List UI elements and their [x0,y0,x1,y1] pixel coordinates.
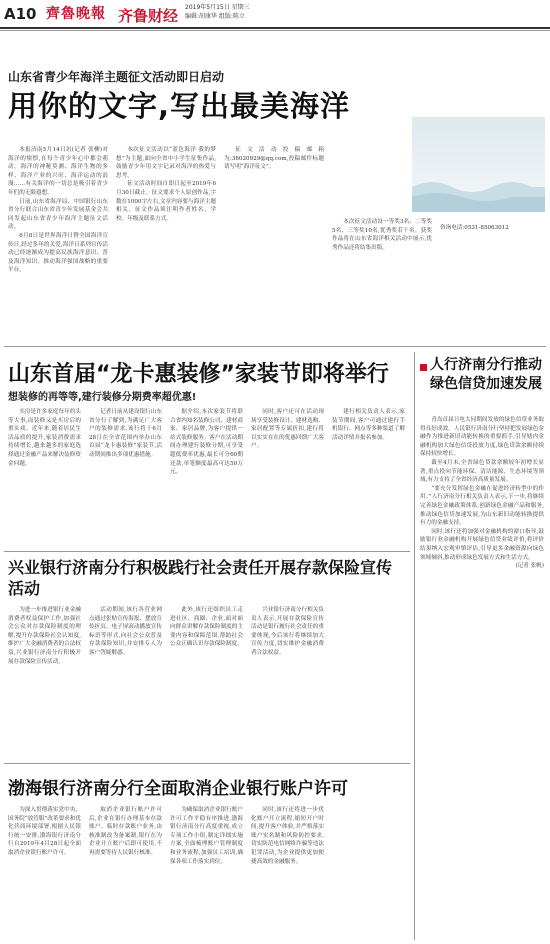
story2-col1 [8,408,81,546]
story5-col4 [251,806,324,940]
newspaper-logo: 齊魯晚報 [46,6,106,22]
story1-para: 本次征文活动以“蓝色海洋 我的梦想”为主题,面向全省中小学生征集作品,鼓励青少年用文字记录对海洋的热爱与思考。 [116,147,216,179]
story2-col4 [251,408,324,546]
story1-kicker: 山东省青少年海洋主题征文活动即日启动 [8,70,225,84]
story2-col2 [89,408,162,546]
divider [4,551,410,552]
story2-col5 [332,408,405,546]
section-title: 齐鲁财经 [118,7,179,25]
divider [4,346,546,347]
story4-col2 [89,606,162,758]
story3-marker [420,364,427,371]
story4-para: 兴业银行济南分行相关负责人表示,开展存款保险宣传活动是银行履行社会责任的重要体现,今后该行将继续加大宣传力度,切实维护金融消费者合法权益。 [251,607,324,656]
story5-col1 [8,806,81,940]
story1-para: 日前,山东省海洋局、中国银行山东省分行联合山东省青少年发展基金会共同发起山东省青少年海洋主题征文活动。 [8,198,108,231]
story1-col4 [332,218,432,342]
story5-col2 [89,806,162,940]
story2-subtitle: 想装修的再等等,建行装修分期费率超优惠! [8,392,197,403]
story1-para: 本次征文活动设一等奖3名、二等奖5名、三等奖10名,优秀奖若干名。获奖作品将在山东省海洋相关活动中展示,优秀作品还将结集出版。 [332,219,432,251]
story1-para: 6月8日是世界海洋日暨全国海洋宣传日,经过多年的关爱,海洋日系列宣传活动已经逐渐成为提高民族海洋意识、普及海洋知识、推动海洋强国战略的重要平台。 [8,232,108,274]
story1-contact: 咨询电话:0531-85063012 [440,224,509,231]
story2-para: 记者日前从建设银行山东省分行了解到,为满足广大客户的装修需求,该行将于6月28日在全省范围内举办山东首届“龙卡惠装修”家装节,活动期间推出多项优惠措施。 [89,409,162,458]
story5-headline: 渤海银行济南分行全面取消企业银行账户许可 [8,779,348,799]
story3-col [420,416,544,936]
story2-para: 据介绍,本次家装节将联合省内知名装修公司、建材商家、家居品牌,为客户提供一站式装修服务。客户在活动期间办理建行装修分期,可享受超低费率优惠,最长可分60期还款,单笔额度最高可达50万元。 [170,409,243,476]
story1-para: 征文活动时间自即日起至2019年6月30日截止。征文要求个人原创作品,字数在1000字左右,文章内容要与海洋主题相关。征文作品须注明作者姓名、学校、年级及联系方式。 [116,181,216,222]
story2-para: 同时,客户还可在活动现场享受装修设计、建材选购、家居配置等专属折扣,建行将以实实在在的优惠回馈广大客户。 [251,409,324,450]
issue-editor: 编辑:胡康华 组版:陈立 [185,13,245,20]
ocean-illustration [412,117,545,212]
story1-col1 [8,146,108,342]
story4-para: 此外,该行还组织员工走进社区、商圈、企业,面对面向群众讲解存款保险制度的主要内容和保障范围,帮助社会公众正确认识存款保险制度。 [170,607,243,648]
story4-para: 活动期间,该行各营业网点通过张贴宣传海报、摆放宣传折页、电子屏滚动播放宣传标语等形式,向社会公众普及存款保险知识,并安排专人为客户答疑解惑。 [89,607,162,656]
story3-para: 同时,该行还将加强对金融机构的窗口指导,鼓励银行业金融机构开展绿色信贷业绩评价,将评价结果纳入宏观审慎评估,引导更多金融资源向绿色领域倾斜,推动形成绿色发展方式和生活方式。 [420,528,544,561]
story4-col4 [251,606,324,758]
story1-col3 [224,146,324,342]
story1-col2 [116,146,216,342]
story2-col3 [170,408,243,546]
story5-para: 为确保取消企业银行账户许可工作平稳有序推进,渤海银行济南分行高度重视,成立专项工作小组,制定详细实施方案,全面梳理账户管理制度和业务流程,加强员工培训,确保各项工作落实到位。 [170,807,243,865]
story5-col3 [170,806,243,940]
story3-headline: 人行济南分行推动绿色信贷加速发展 [430,357,542,392]
story1-para: 本报济南5月14日讯(记者 张柳)对海洋的憧憬,在每个青少年心中都会萌动。海洋的神秘莫测、海洋生物的多样、海洋产业的兴旺、海洋运动的浪漫……有关海洋的一切总是吸引着青少年们的无限遐想。 [8,147,108,196]
page-number: A10 [4,5,37,23]
story4-col1 [8,606,81,758]
story2-para: 买房是许多家庭每年的头等大事,而装修又是买房后的重头戏。近年来,随着居民生活品质的提升,家装消费需求持续增长,越来越多的家庭选择通过金融产品来解决装修资金问题。 [8,409,81,467]
story5-para: 取消企业银行账户许可后,企业在银行办理基本存款账户、临时存款账户业务,由核准制改为备案制,银行在为企业开立账户后即可使用,不再需要等待人民银行核准。 [89,807,162,856]
header-rule [0,27,550,29]
story3-para: 青岛首届日电大同期间发放的绿色信贷业务取得良好成效。人民银行济南分行坚持把发展绿色金融作为推进新旧动能转换的重要抓手,引导辖内金融机构加大绿色信贷投放力度,绿色贷款余额持续保持较快增长。 [420,417,544,458]
issue-meta [185,3,250,21]
header-rule-thin [0,30,550,31]
ocean-wave-graphic [412,117,545,212]
issue-date: 2019年5月15日 星期三 [185,4,250,11]
story4-col3 [170,606,243,758]
column-divider [414,352,415,940]
story1-col5 [440,218,544,342]
story4-para: 为进一步推进银行业金融消费者权益保护工作,加强社会公众对存款保险制度的理解,提升存款保险社会认知度,维护广大金融消费者的合法权益,兴业银行济南分行积极开展存款保险宣传活动。 [8,607,81,665]
story3-para: 截至4月末,全省绿色贷款余额较年初增长显著,重点投向节能环保、清洁能源、生态环境等领域,有力支持了全省经济高质量发展。 [420,459,544,484]
story3-reporter: (记者 张帆) [515,563,544,570]
story2-headline: 山东首届“龙卡惠装修”家装节即将举行 [8,362,389,387]
story3-para: “要充分发挥绿色金融在促进经济转型中的作用。”人行济南分行相关负责人表示,下一步,将继续完善绿色金融政策体系,创新绿色金融产品和服务,推动绿色信贷加速发展,为山东新旧动能转换提供有力的金融支持。 [420,485,544,527]
story5-para: 同时,该行还将进一步优化账户开立流程,缩短开户时间,提升客户体验,并严格落实账户实名制和风险防控要求,切实防范电信网络诈骗等违法犯罪活动,为企业提供更加便捷高效的金融服务。 [251,807,324,865]
story1-para: 征文活动投稿邮箱为:36020929@qq.com,投稿邮件标题请写明“海洋征文”。 [224,147,324,171]
story4-headline: 兴业银行济南分行积极践行社会责任开展存款保险宣传活动 [8,558,393,598]
divider [4,763,410,764]
story1-headline: 用你的文字,写出最美海洋 [8,89,351,123]
story5-para: 为深入贯彻落实党中央、国务院“放管服”改革要求和优化营商环境部署,根据人民银行统一安排,渤海银行济南分行自2019年4月28日起全面取消企业银行账户许可。 [8,807,81,856]
story2-para: 建行相关负责人表示,家装节期间,客户可通过建行手机银行、网点等多种渠道了解活动详情并报名参加。 [332,409,405,441]
